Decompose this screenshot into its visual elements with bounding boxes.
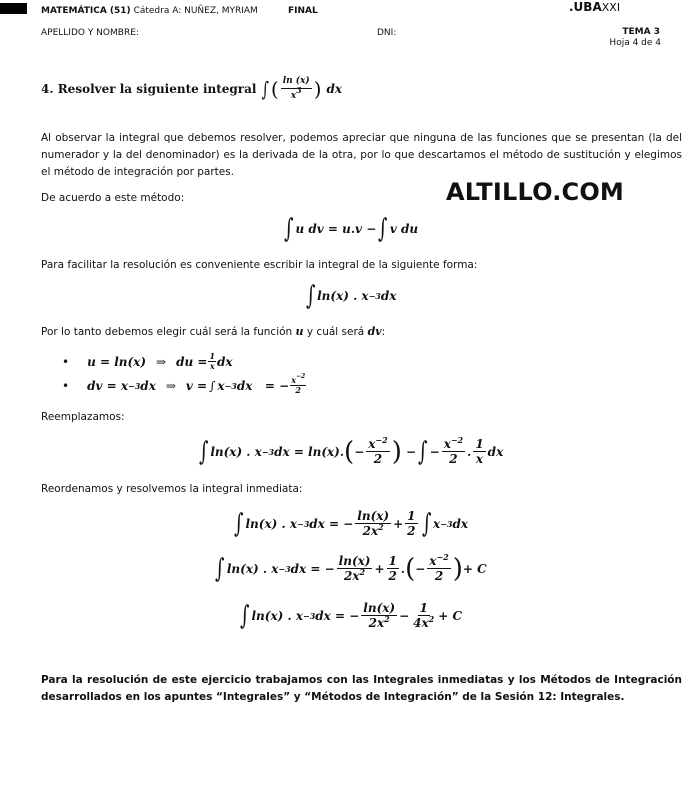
problem-title (41, 74, 342, 103)
formula-step-1: ∫ ln(x) . x −3 dx = − $\frac{\ln(x)}{2x^2}$ + $\frac{1}{2}$ ∫ x −3 dx (233, 508, 469, 539)
paragraph-reorder: Reordenamos y resolvemos la integral inmediata: (41, 483, 303, 495)
tema: TEMA 3 (622, 27, 660, 37)
paragraph-method: De acuerdo a este método: (41, 192, 185, 204)
paragraph-intro: Al observar la integral que debemos resolver, podemos apreciar que ninguna de las funciones que se presentan (la del numerador y la del denominador) es la derivada de la otra, por lo que descartamos el método de sustitución y elegimos el método de integración por partes. (41, 132, 682, 178)
formula-replace: ∫ ln(x) . x −3 dx = ln(x). ( − $\frac{x^{-2}}{2}$ ) − ∫ − $\frac{x^{-2}}{2}$ . $\frac{1}{x}$ dx (198, 435, 504, 467)
watermark: ALTILLO.COM (446, 178, 625, 206)
uba-logo (569, 0, 620, 14)
choose-text-a: Por lo tanto debemos elegir cuál será la función (41, 326, 293, 338)
bullet-dv: • dv = x −3 dx ⇒ v = ∫ x −3 dx = − $x^{-2}$ 2 (62, 373, 306, 395)
paragraph-choose: Por lo tanto debemos elegir cuál será la función u y cuál será dv: (41, 325, 386, 338)
choose-text-b: y cuál será (306, 326, 365, 338)
dni-label: DNI: (377, 28, 397, 38)
conclusion: Para la resolución de este ejercicio trabajamos con las Integrales inmediatas y los Métodos de Integración desarrollados en los apuntes “Integrales” y “Métodos de Integración” de la Sesión 12: Integrales. (41, 674, 682, 703)
problem-integral: ∫ ( $\frac{\ln (x)}{x^3}$ ) dx (262, 76, 343, 101)
formula-parts: ∫ u dv = u.v − ∫ v du (283, 214, 419, 244)
name-label: APELLIDO Y NOMBRE: (41, 28, 139, 38)
subject: MATEMÁTICA (51) (41, 6, 131, 16)
bullet-u: • u = ln(x) ⇒ du = 1 x dx (62, 351, 233, 371)
exam-type: FINAL (288, 6, 318, 16)
formula-step-3: ∫ ln(x) . x −3 dx = − $\frac{\ln(x)}{2x^2}$ − $\frac{1}{4x^2}$ + C (239, 600, 463, 631)
uba-logo-bold: .UBA (569, 0, 602, 14)
hoja: Hoja 4 de 4 (609, 38, 661, 48)
catedra: Cátedra A: NUÑEZ, MYRIAM (133, 6, 258, 16)
paragraph-rewrite: Para facilitar la resolución es conveniente escribir la integral de la siguiente forma: (41, 259, 478, 271)
problem-title-text: 4. Resolver la siguiente integral (41, 81, 257, 96)
corner-black-bar (0, 3, 27, 14)
header-subject-line (41, 6, 258, 16)
uba-logo-light: XXI (601, 1, 621, 14)
formula-step-2: ∫ ln(x) . x −3 dx = − $\frac{\ln(x)}{2x^2}$ + $\frac{1}{2}$ . ( − $\frac{x^{-2}}{2}$ ) + C (215, 552, 487, 584)
paragraph-replace: Reemplazamos: (41, 411, 125, 423)
formula-rewritten: ∫ ln(x) . x −3 dx (305, 281, 397, 311)
